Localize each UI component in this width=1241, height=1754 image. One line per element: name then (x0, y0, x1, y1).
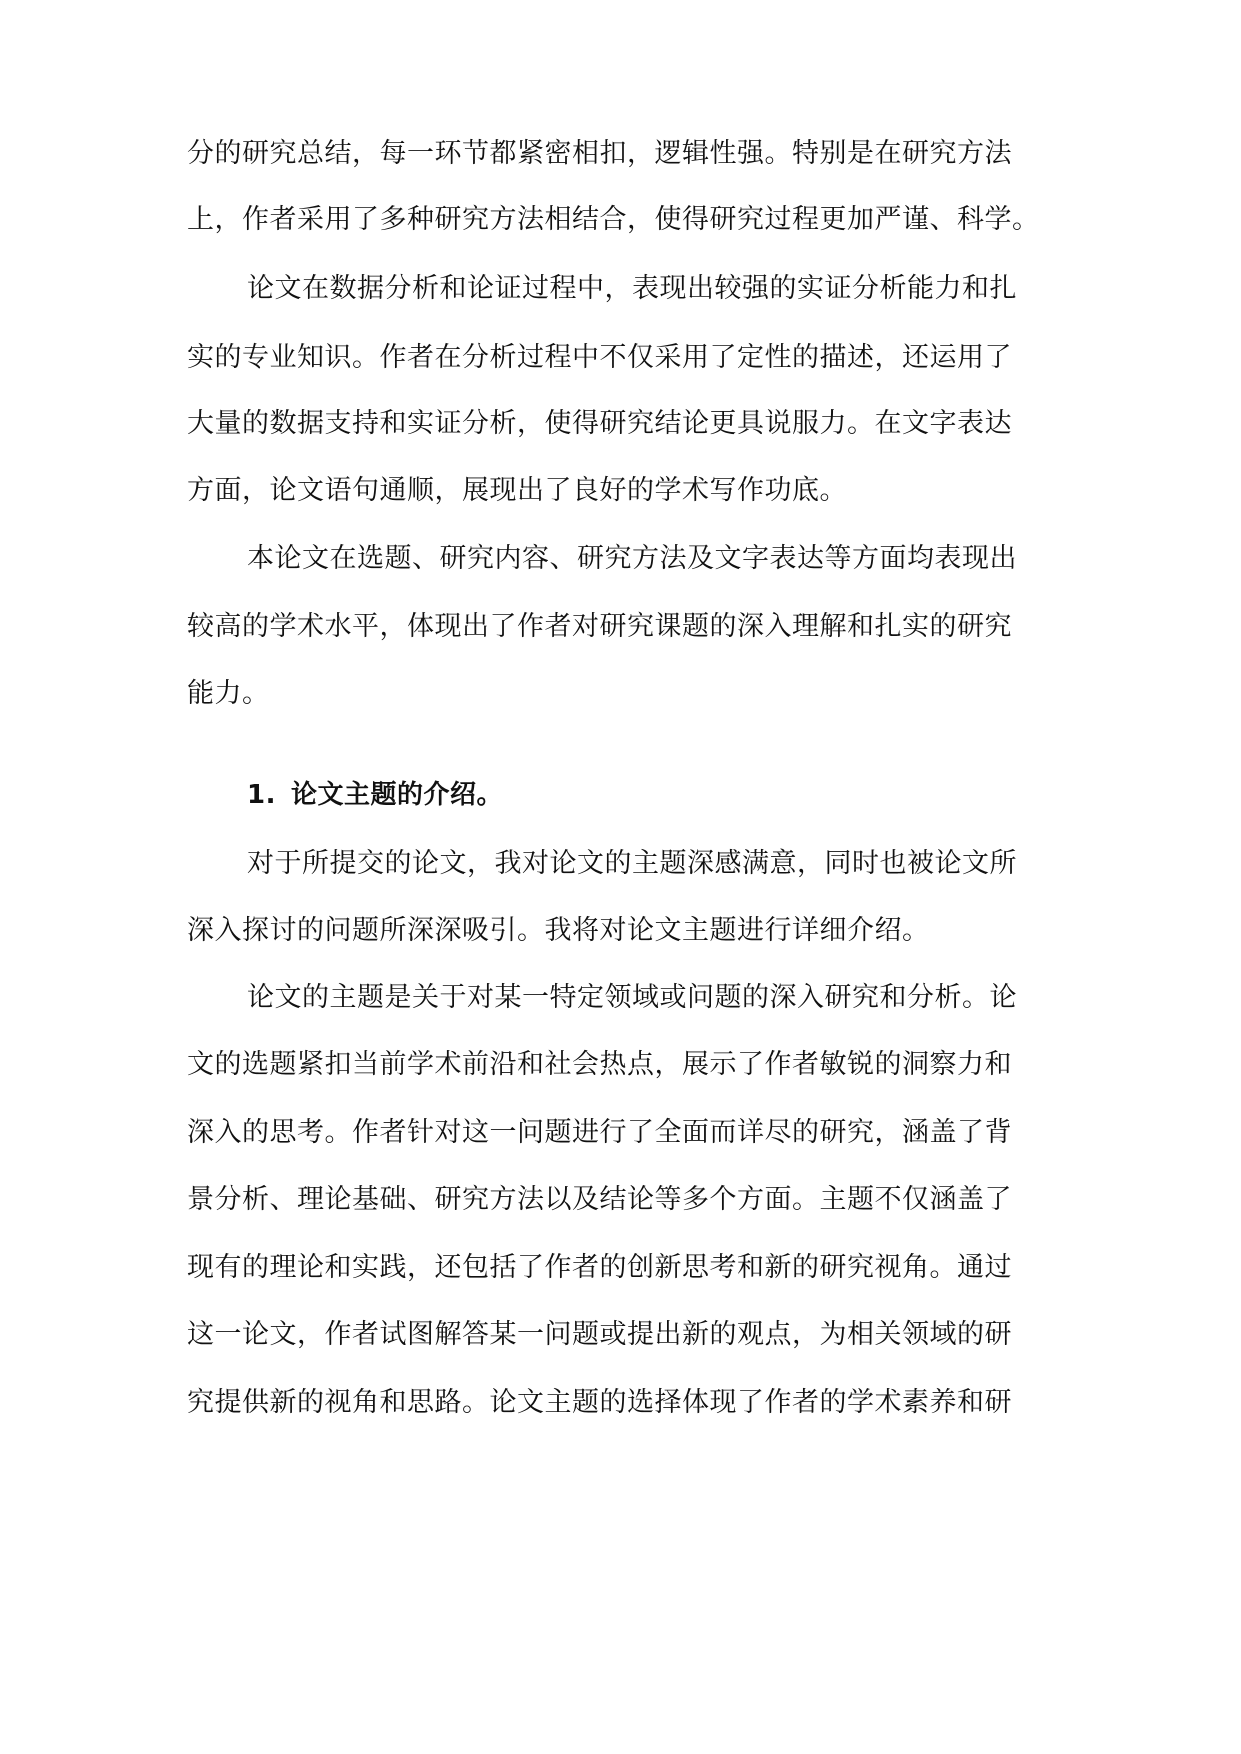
paragraph-line: 实的专业知识。作者在分析过程中不仅采用了定性的描述，还运用了 (187, 342, 1012, 373)
paragraph-line: 现有的理论和实践，还包括了作者的创新思考和新的研究视角。通过 (187, 1252, 1012, 1283)
paragraph-line: 论文的主题是关于对某一特定领域或问题的深入研究和分析。论 (247, 982, 1017, 1013)
paragraph-line: 景分析、理论基础、研究方法以及结论等多个方面。主题不仅涵盖了 (187, 1184, 1012, 1215)
paragraph-line: 能力。 (187, 678, 270, 709)
paragraph-line: 深入探讨的问题所深深吸引。我将对论文主题进行详细介绍。 (187, 915, 930, 946)
paragraph-line: 深入的思考。作者针对这一问题进行了全面而详尽的研究，涵盖了背 (187, 1117, 1012, 1148)
paragraph-line: 这一论文，作者试图解答某一问题或提出新的观点，为相关领域的研 (187, 1319, 1012, 1350)
paragraph-line: 文的选题紧扣当前学术前沿和社会热点，展示了作者敏锐的洞察力和 (187, 1049, 1012, 1080)
section-title: 论文主题的介绍。 (291, 780, 504, 810)
paragraph-line: 本论文在选题、研究内容、研究方法及文字表达等方面均表现出 (247, 543, 1017, 574)
paragraph-line: 较高的学术水平，体现出了作者对研究课题的深入理解和扎实的研究 (187, 611, 1012, 642)
paragraph-line: 分的研究总结，每一环节都紧密相扣，逻辑性强。特别是在研究方法 (187, 138, 1012, 169)
section-number: 1. (247, 780, 276, 810)
paragraph-line: 大量的数据支持和实证分析，使得研究结论更具说服力。在文字表达 (187, 408, 1012, 439)
paragraph-line: 对于所提交的论文，我对论文的主题深感满意，同时也被论文所 (247, 848, 1017, 879)
section-heading (247, 777, 1057, 813)
paragraph-line: 上，作者采用了多种研究方法相结合，使得研究过程更加严谨、科学。 (187, 204, 1040, 235)
paragraph-line: 论文在数据分析和论证过程中，表现出较强的实证分析能力和扎 (247, 273, 1017, 304)
paragraph-line: 究提供新的视角和思路。论文主题的选择体现了作者的学术素养和研 (187, 1387, 1012, 1418)
paragraph-line: 方面，论文语句通顺，展现出了良好的学术写作功底。 (187, 475, 847, 506)
